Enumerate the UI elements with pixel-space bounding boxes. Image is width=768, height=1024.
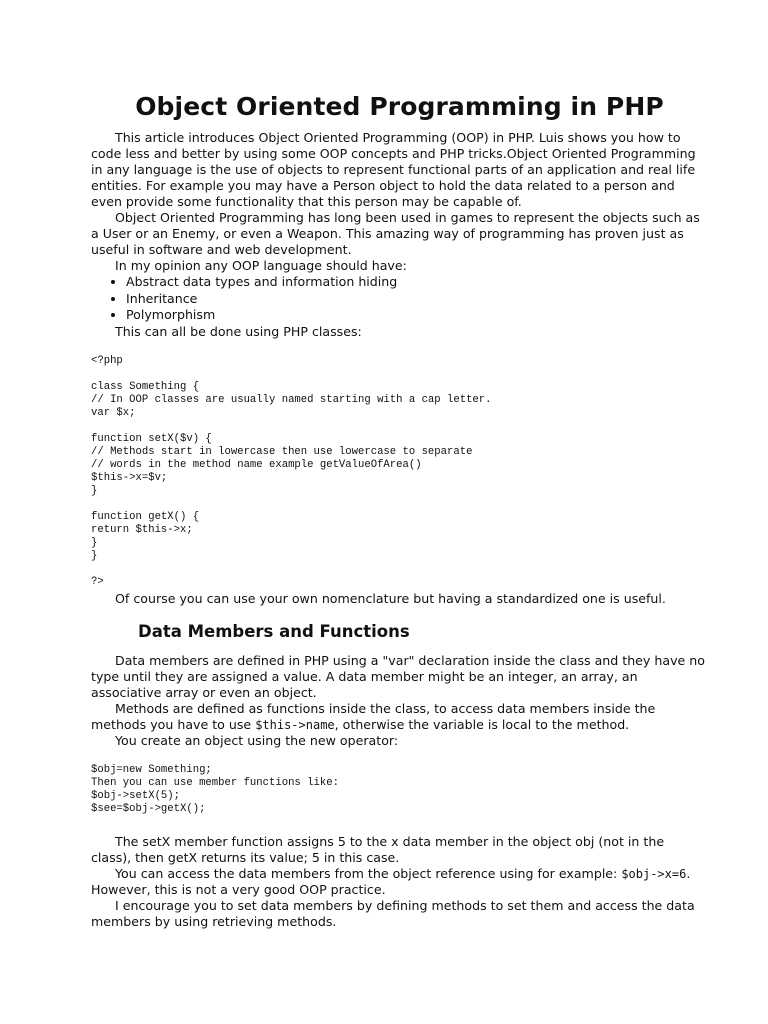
text-run: . However, this is not a very good OOP practice. — [91, 865, 691, 897]
text-run: , otherwise the variable is local to the method. — [334, 716, 630, 732]
inline-code: $obj->x=6 — [621, 866, 687, 881]
list-item: • Polymorphism — [126, 307, 708, 324]
list-item: • Abstract data types and information hiding — [126, 274, 708, 291]
intro-paragraph-1: This article introduces Object Oriented Programming (OOP) in PHP. Luis shows you how to code less and better by using some OOP concepts and PHP tricks.Object Oriented Programming in any language is the use of objects to represent functional parts of an application and real life entities. For example you may have a Person object to hold the data related to a person and even provide some functionality that this person may be capable of. — [91, 130, 696, 209]
code-block-class: <?php class Something { // In OOP classes are usually named starting with a cap letter. var $x; function setX($v) { // Methods start in lowercase then use lowercase to separate // words in the method name example getValueOfArea() $this->x=$v; } function getX() { return $this->x; } } ?> — [91, 354, 492, 588]
section-paragraph-3: You create an object using the new operator: — [115, 732, 399, 748]
section-paragraph-4: The setX member function assigns 5 to the x data member in the object obj (not in the class), then getX returns its value; 5 in this case. — [91, 833, 665, 865]
section-paragraph-6: I encourage you to set data members by defining methods to set them and access the data members by using retrieving methods. — [91, 897, 695, 929]
intro-paragraph-2: Object Oriented Programming has long been used in games to represent the objects such as a User or an Enemy, or even a Weapon. This amazing way of programming has proven just as useful in software and web development. — [91, 210, 700, 257]
nomenclature-note: Of course you can use your own nomenclature but having a standardized one is useful. — [115, 590, 666, 606]
text-run: Methods are defined as functions inside the class, to access data members inside the methods you have to use — [91, 700, 656, 732]
feature-list — [91, 274, 708, 324]
text-run: You can access the data members from the object reference using for example: — [115, 865, 622, 881]
section-paragraph-2 — [91, 701, 708, 733]
classes-intro: This can all be done using PHP classes: — [115, 323, 362, 339]
section-paragraph-5 — [91, 866, 708, 898]
list-item: • Inheritance — [126, 291, 708, 308]
page-title: Object Oriented Programming in PHP — [135, 92, 664, 121]
inline-code: $this->name — [255, 717, 335, 732]
section-paragraph-1: Data members are defined in PHP using a "var" declaration inside the class and they have no type until they are assigned a value. A data member might be an integer, an array, an associative array or even an object. — [91, 652, 705, 700]
section-heading: Data Members and Functions — [138, 621, 410, 641]
intro-paragraph-3: In my opinion any OOP language should have: — [115, 258, 407, 273]
code-block-object: $obj=new Something; Then you can use member functions like: $obj->setX(5); $see=$obj->getX(); — [91, 763, 339, 815]
